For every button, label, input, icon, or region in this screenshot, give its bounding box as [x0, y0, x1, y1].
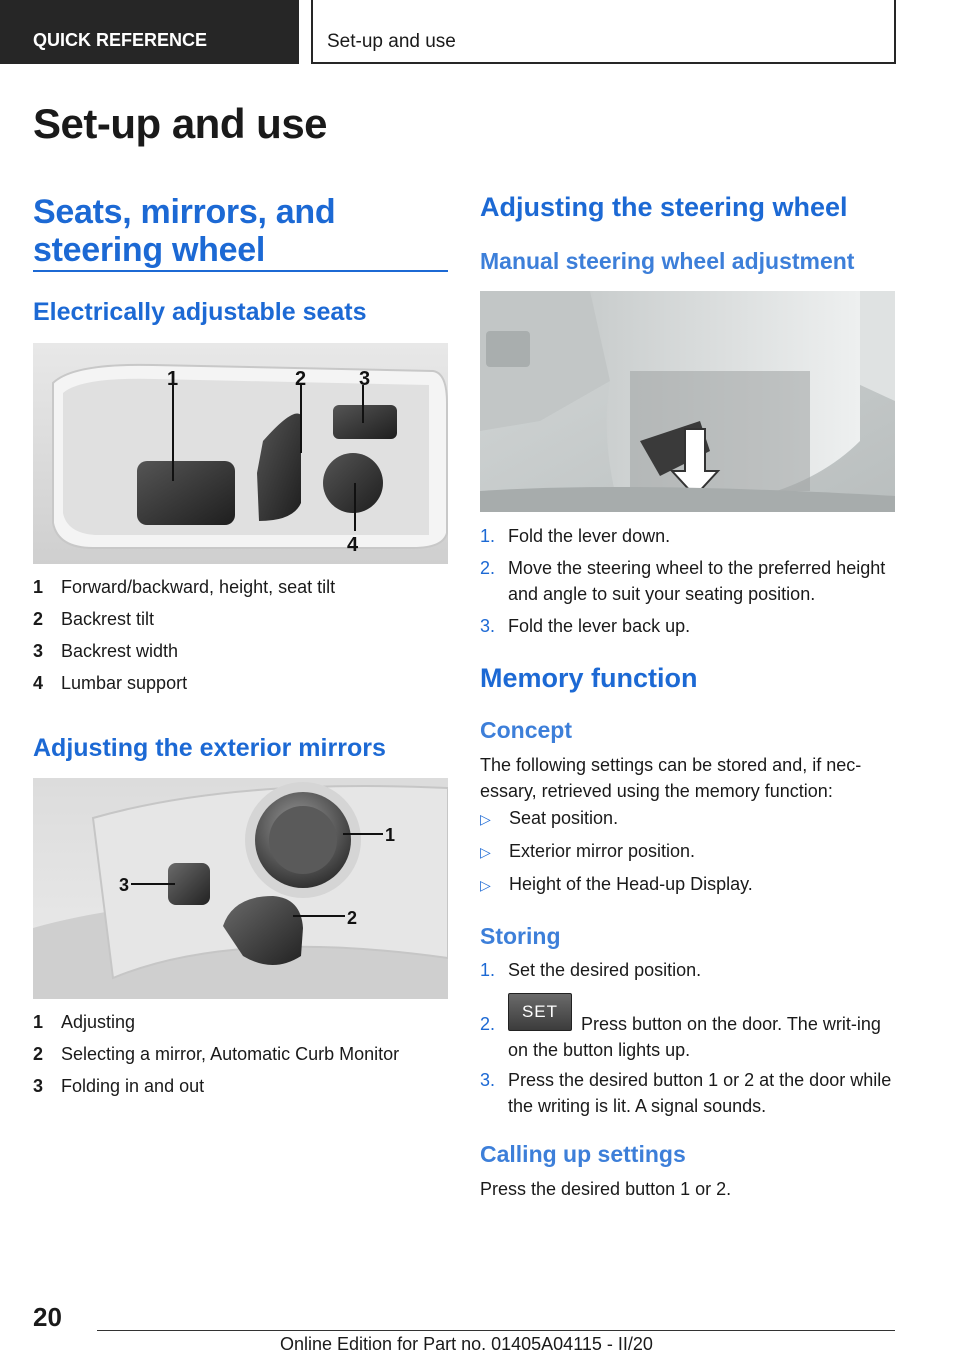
lumbar-switch: [323, 453, 383, 513]
bullet-item: ▷ Height of the Head-up Display.: [480, 874, 753, 894]
bullet-item: ▷ Exterior mirror position.: [480, 841, 696, 861]
calling-title: Calling up settings: [480, 1141, 686, 1167]
concept-title: Concept: [480, 717, 572, 743]
steering-lever-figure: [480, 291, 895, 512]
triangle-bullet-icon: ▷: [480, 811, 491, 827]
seat-callout-3: 3: [359, 368, 371, 390]
steering-lever-illustration: [480, 291, 895, 512]
seat-callout-1: 1: [167, 368, 179, 390]
header-section-tab: QUICK REFERENCE: [0, 0, 299, 64]
seats-title: Electrically adjustable seats: [33, 298, 367, 326]
page-number: 20: [33, 1302, 62, 1332]
storing-steps: 1. Set the desired position. 2. SET Press button on the door. The writ-ing on the button lights up. 3. Press the desired button 1 or 2 at the door while the writing is lit. A signal sounds.: [480, 960, 892, 1116]
seat-adjust-switch: [137, 461, 235, 525]
section-heading-seats-mirrors: Seats, mirrors, and steering wheel: [33, 193, 336, 269]
concept-bullets: [480, 808, 895, 904]
seat-callout-4: 4: [347, 534, 359, 556]
seat-controls-illustration: [33, 343, 448, 564]
triangle-bullet-icon: ▷: [480, 844, 491, 860]
backrest-width-switch: [333, 405, 397, 439]
mirror-callout-2: 2: [347, 908, 358, 928]
concept-text: The following settings can be stored and, if nec-essary, retrieved using the memory function:: [480, 755, 862, 801]
page-title: Set-up and use: [33, 100, 328, 147]
seat-controls-figure: [33, 343, 448, 564]
memory-title: Memory function: [480, 663, 698, 693]
storing-title: Storing: [480, 923, 561, 949]
footer-edition: Online Edition for Part no. 01405A04115 - II/20: [280, 1334, 653, 1354]
calling-text: Press the desired button 1 or 2.: [480, 1179, 732, 1199]
manual-steering-title: Manual steering wheel adjustment: [480, 248, 855, 274]
triangle-bullet-icon: ▷: [480, 877, 491, 893]
mirror-callout-1: 1: [385, 825, 396, 845]
mirrors-title: Adjusting the exterior mirrors: [33, 734, 386, 762]
steering-heading: Adjusting the steering wheel: [480, 192, 848, 222]
mirror-controls-illustration: [33, 778, 448, 999]
mirror-controls-figure: [33, 778, 448, 999]
footer-rule: [97, 1330, 895, 1331]
header-chapter-tab: Set-up and use: [311, 0, 896, 64]
set-button-icon: SET: [508, 993, 572, 1031]
bullet-item: ▷ Seat position.: [480, 808, 619, 828]
seat-callout-2: 2: [295, 368, 307, 390]
mirror-legend: 1 Adjusting 2 Selecting a mirror, Automatic Curb Monitor 3 Folding in and out: [33, 1012, 400, 1096]
manual-steps: 1. Fold the lever down. 2. Move the steering wheel to the preferred height and angle to suit your seating position. 3. Fold the lever back up.: [480, 526, 886, 636]
section-rule: [33, 270, 448, 272]
seat-legend: 1 Forward/backward, height, seat tilt 2 Backrest tilt 3 Backrest width 4 Lumbar support: [33, 577, 336, 693]
mirror-callout-3: 3: [119, 875, 130, 895]
